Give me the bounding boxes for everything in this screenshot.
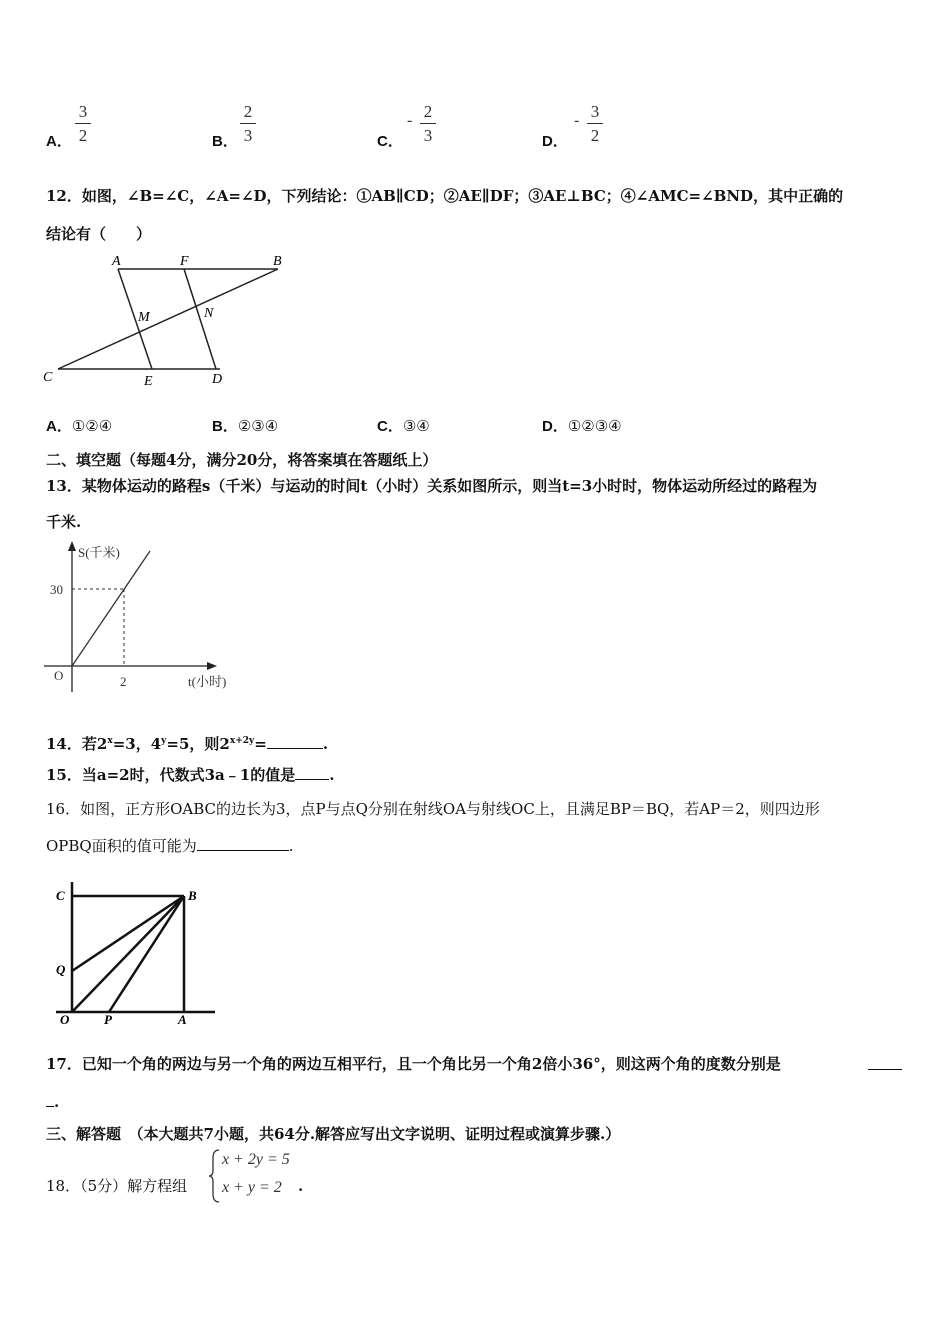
- fraction-numerator: 2: [243, 102, 253, 121]
- q11-option-c-fraction: [418, 102, 438, 145]
- y-axis-arrow: [68, 541, 76, 551]
- fraction-numerator: 2: [423, 102, 433, 121]
- option-text: ③④: [402, 417, 430, 435]
- option-text: ①②④: [71, 417, 113, 435]
- q11-option-b-label: B．: [212, 133, 238, 150]
- fraction-denominator: 2: [590, 126, 600, 145]
- q11-option-d-label: D．: [542, 133, 568, 150]
- x-axis-label: t(小时): [188, 674, 227, 689]
- distance-line: [72, 551, 150, 666]
- q11-option-a-label: A．: [46, 133, 72, 150]
- label-n: N: [204, 306, 214, 321]
- label-o: O: [60, 1012, 70, 1026]
- label-m: M: [138, 310, 150, 325]
- answer-blank: [295, 765, 329, 780]
- q12-stem-line1: 12．如图，∠B=∠C，∠A=∠D，下列结论：①AB∥CD；②AE∥DF；③AE⊥BC；④∠AMC=∠BND，其中正确的: [46, 187, 844, 205]
- q14-exp2: y: [161, 736, 167, 746]
- q18-prefix: 18．（5分）解方程组: [46, 1177, 188, 1195]
- label-a: A: [178, 1012, 187, 1026]
- q11-option-d-fraction: [585, 102, 605, 145]
- q11-option-b-fraction: [238, 102, 258, 145]
- q16-end: .: [288, 837, 294, 855]
- line-pb: [109, 896, 184, 1012]
- fraction-bar: [420, 123, 436, 124]
- section3-title: 三、解答题 （本大题共7小题，共64分.解答应写出文字说明、证明过程或演算步骤.）: [46, 1125, 621, 1143]
- option-label: B．: [212, 418, 238, 435]
- q14-base2: 4: [150, 735, 162, 753]
- line-ob: [72, 896, 184, 1012]
- option-label: A．: [46, 418, 72, 435]
- q13-graph: [40, 538, 260, 698]
- q14-exp1: x: [107, 736, 113, 746]
- fraction-bar: [240, 123, 256, 124]
- q12-option-d: [542, 416, 622, 437]
- y-axis-label: S(千米): [78, 545, 120, 560]
- label-b: B: [273, 254, 282, 269]
- q12-option-a: [46, 416, 112, 437]
- option-label: D．: [542, 418, 568, 435]
- q17-line2: [46, 1092, 59, 1112]
- q18-equation-1: x + 2y = 5: [222, 1151, 290, 1168]
- q14-base3: 2: [219, 735, 230, 753]
- line-cb: [58, 269, 278, 369]
- q17-end: .: [54, 1093, 60, 1111]
- q11-option-c-sign: -: [407, 112, 413, 129]
- label-b: B: [188, 888, 197, 903]
- label-p: P: [104, 1012, 112, 1026]
- origin-label: O: [54, 668, 64, 683]
- q14-mid1: =3，: [112, 735, 151, 753]
- q12-figure: [40, 248, 300, 390]
- option-label: C．: [377, 418, 403, 435]
- x-axis-arrow: [207, 662, 217, 670]
- q13-stem-line1: 13．某物体运动的路程s（千米）与运动的时间t（小时）关系如图所示，则当t=3小时时，物体运动所经过的路程为: [46, 477, 818, 495]
- label-d: D: [212, 372, 223, 387]
- fraction-bar: [75, 123, 91, 124]
- q14-suffix: =: [254, 735, 267, 753]
- q14-exp3: x+2y: [229, 736, 255, 746]
- q11-option-c-label: C．: [377, 133, 403, 150]
- label-e: E: [144, 374, 153, 389]
- fraction-bar: [587, 123, 603, 124]
- q12-option-c: [377, 416, 430, 437]
- q18-end: .: [298, 1177, 304, 1195]
- q16-stem-line1: 16．如图，正方形OABC的边长为3，点P与点Q分别在射线OA与射线OC上，且满足BP＝BQ，若AP＝2，则四边形: [46, 800, 820, 818]
- fraction-numerator: 3: [590, 102, 600, 121]
- fraction-numerator: 3: [78, 102, 88, 121]
- q18-equation-2: x + y = 2: [222, 1179, 282, 1196]
- y-tick-label: 30: [50, 582, 63, 597]
- option-text: ①②③④: [567, 417, 622, 435]
- answer-blank-continued: [46, 1092, 54, 1107]
- answer-blank: [868, 1069, 902, 1070]
- q11-option-a-fraction: [73, 102, 93, 145]
- label-a: A: [112, 254, 121, 269]
- system-brace-icon: [208, 1148, 222, 1204]
- q13-stem-line2: 千米.: [46, 513, 82, 531]
- q14-mid2: =5，则: [166, 735, 220, 753]
- q12-option-b: [212, 416, 278, 437]
- q14-base1: 2: [96, 735, 108, 753]
- fraction-denominator: 3: [243, 126, 253, 145]
- q15-text: 15．当a=2时，代数式3a﹣1的值是: [46, 766, 296, 784]
- q14: [46, 731, 328, 754]
- q16-figure: [48, 878, 223, 1026]
- fraction-denominator: 3: [423, 126, 433, 145]
- fraction-denominator: 2: [78, 126, 88, 145]
- label-f: F: [180, 254, 189, 269]
- q14-end: .: [322, 735, 329, 753]
- label-c: C: [43, 370, 53, 385]
- q12-stem-line2: 结论有（ ）: [46, 225, 152, 243]
- q15: [46, 765, 334, 785]
- q16-stem-line2-text: OPBQ面积的值可能为: [46, 837, 197, 855]
- label-c: C: [56, 888, 65, 903]
- q14-prefix: 14．若: [46, 735, 97, 753]
- x-tick-label: 2: [120, 674, 127, 689]
- q11-option-d-sign: -: [574, 112, 580, 129]
- option-text: ②③④: [237, 417, 279, 435]
- section2-title: 二、填空题（每题4分，满分20分，将答案填在答题纸上）: [46, 451, 438, 469]
- label-q: Q: [56, 962, 66, 977]
- answer-blank: [267, 734, 323, 749]
- answer-blank: [197, 836, 289, 851]
- q16-stem-line2: [46, 836, 294, 856]
- q17-stem-line1: 17．已知一个角的两边与另一个角的两边互相平行，且一个角比另一个角2倍小36°，则这两个角的度数分别是: [46, 1055, 781, 1073]
- line-qb: [72, 896, 184, 971]
- q15-end: .: [329, 766, 335, 784]
